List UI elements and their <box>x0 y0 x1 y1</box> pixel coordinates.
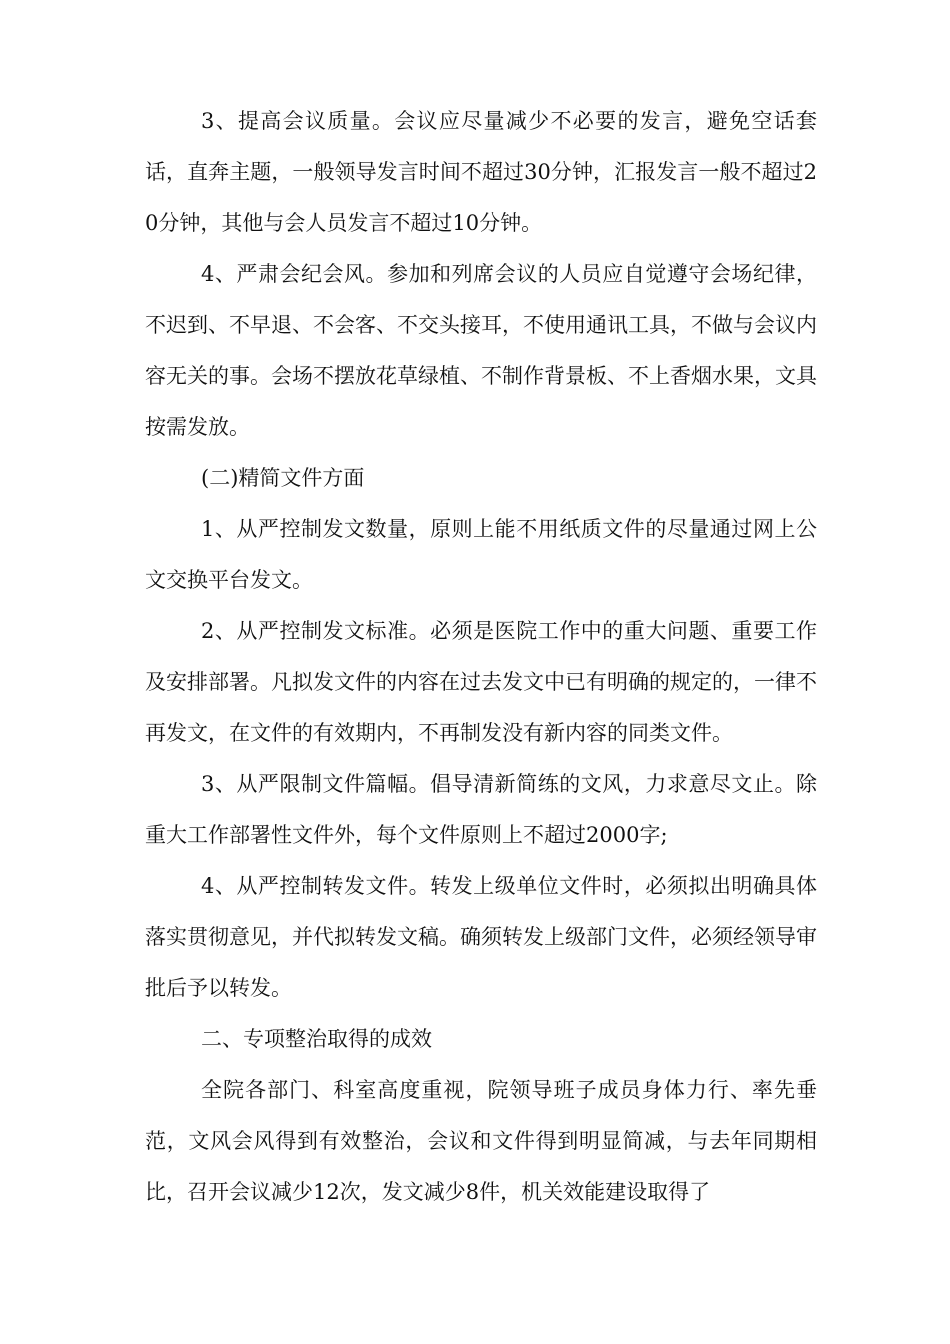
section-heading-streamline-documents: (二)精简文件方面 <box>201 466 365 490</box>
section-heading-results: 二、专项整治取得的成效 <box>201 1027 432 1051</box>
paragraph-document-standard: 2、从严控制发文标准。必须是医院工作中的重大问题、重要工作及安排部署。凡拟发文件的内容在过去发文中已有明确的规定的，一律不再发文，在文件的有效期内，不再制发没有新内容的同类文件。 <box>145 619 817 745</box>
paragraph-document-forwarding: 4、从严控制转发文件。转发上级单位文件时，必须拟出明确具体落实贯彻意见，并代拟转发文稿。确须转发上级部门文件，必须经领导审批后予以转发。 <box>145 874 817 1000</box>
paragraph-document-length: 3、从严限制文件篇幅。倡导清新简练的文风，力求意尽文止。除重大工作部署性文件外，每个文件原则上不超过2000字; <box>145 772 817 847</box>
paragraph-meeting-quality: 3、提高会议质量。会议应尽量减少不必要的发言，避免空话套话，直奔主题，一般领导发言时间不超过30分钟，汇报发言一般不超过20分钟，其他与会人员发言不超过10分钟。 <box>145 109 817 235</box>
paragraph-meeting-discipline: 4、严肃会纪会风。参加和列席会议的人员应自觉遵守会场纪律，不迟到、不早退、不会客、不交头接耳，不使用通讯工具，不做与会议内容无关的事。会场不摆放花草绿植、不制作背景板、不上香烟水果，文具按需发放。 <box>145 262 817 439</box>
paragraph-document-quantity: 1、从严控制发文数量，原则上能不用纸质文件的尽量通过网上公文交换平台发文。 <box>145 517 817 592</box>
paragraph-results-summary: 全院各部门、科室高度重视，院领导班子成员身体力行、率先垂范，文风会风得到有效整治，会议和文件得到明显简减，与去年同期相比，召开会议减少12次，发文减少8件，机关效能建设取得了 <box>145 1078 817 1204</box>
document-body <box>145 96 817 1218</box>
